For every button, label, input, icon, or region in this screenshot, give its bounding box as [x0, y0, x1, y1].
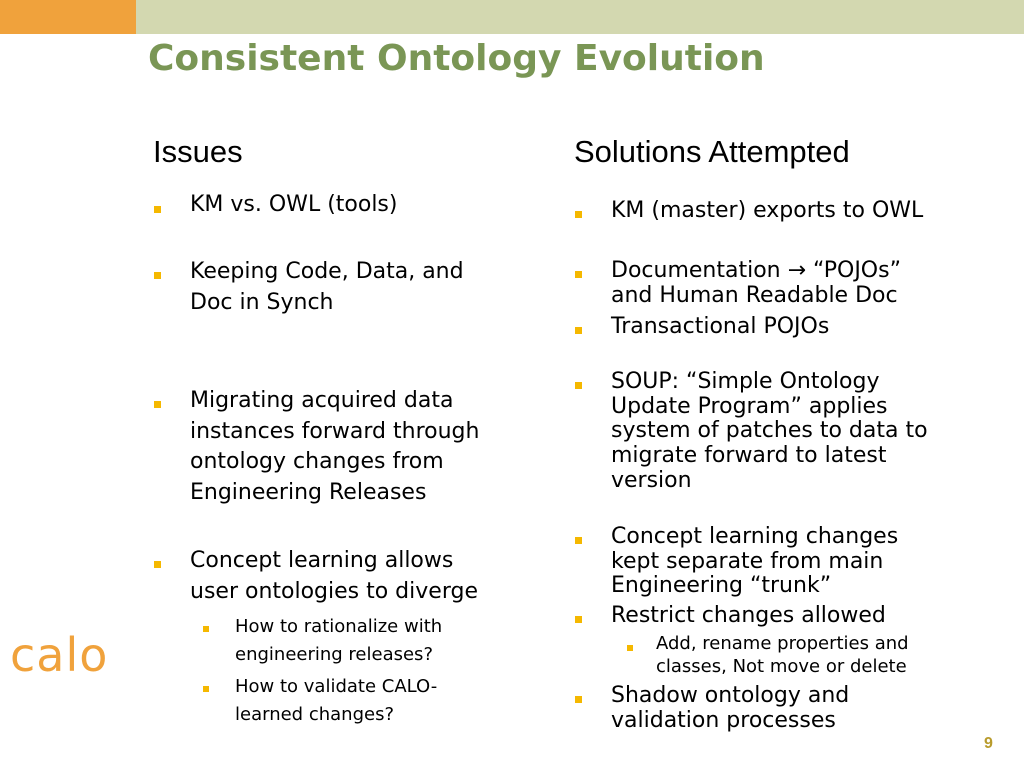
issue-subitem-2: How to validate CALO- learned changes?	[235, 676, 438, 725]
solution-item-4: SOUP: “Simple Ontology Update Program” applies system of patches to data to migrate forward to latest version	[611, 369, 928, 493]
issue-item-3: Migrating acquired data instances forward through ontology changes from Engineering Releases	[190, 388, 480, 505]
sub-bullet-icon	[203, 626, 209, 632]
solution-item-2: Documentation → “POJOs” and Human Readable Doc	[611, 258, 901, 308]
sub-bullet-icon	[203, 686, 209, 692]
sub-bullet-icon	[627, 645, 633, 651]
solutions-heading: Solutions Attempted	[574, 134, 850, 169]
solution-item-3: Transactional POJOs	[611, 314, 830, 339]
bullet-icon	[575, 211, 582, 218]
top-band	[136, 0, 1024, 34]
bullet-icon	[575, 327, 582, 334]
bullet-icon	[575, 696, 582, 703]
bullet-icon	[575, 537, 582, 544]
solution-item-1: KM (master) exports to OWL	[611, 198, 924, 223]
top-orange-block	[0, 0, 136, 34]
issue-subitem-1: How to rationalize with engineering releases?	[235, 616, 443, 665]
bullet-icon	[154, 401, 161, 408]
solution-subitem-1: Add, rename properties and classes, Not move or delete	[656, 633, 909, 677]
bullet-icon	[154, 206, 161, 213]
solution-item-6: Restrict changes allowed	[611, 603, 886, 628]
bullet-icon	[154, 561, 161, 568]
solution-item-5: Concept learning changes kept separate from main Engineering “trunk”	[611, 524, 899, 599]
calo-logo: calo	[10, 628, 109, 682]
bullet-icon	[575, 271, 582, 278]
issue-item-1: KM vs. OWL (tools)	[190, 192, 398, 217]
bullet-icon	[154, 272, 161, 279]
issue-item-2: Keeping Code, Data, and Doc in Synch	[190, 259, 464, 315]
bullet-icon	[575, 382, 582, 389]
issue-item-4: Concept learning allows user ontologies to diverge	[190, 548, 478, 604]
slide-title: Consistent Ontology Evolution	[148, 38, 765, 79]
issues-heading: Issues	[153, 134, 243, 169]
page-number: 9	[984, 735, 993, 752]
solution-item-7: Shadow ontology and validation processes	[611, 683, 850, 733]
bullet-icon	[575, 616, 582, 623]
